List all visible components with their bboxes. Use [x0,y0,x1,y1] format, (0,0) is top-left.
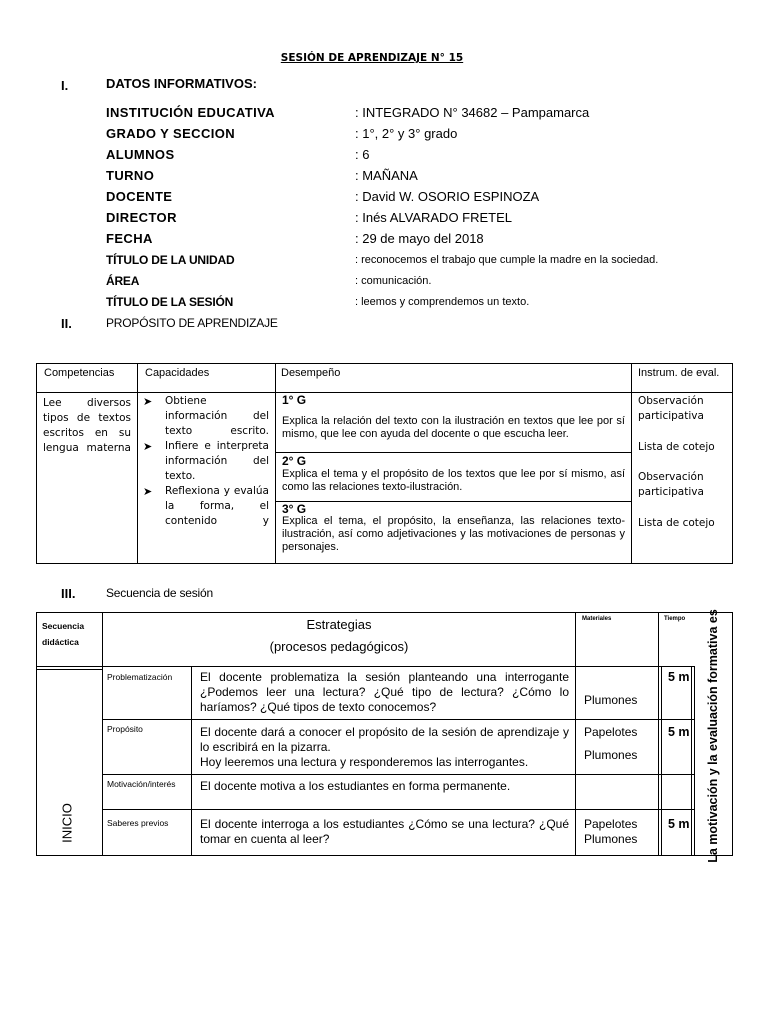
arrow-bullet-icon: ➤ [143,440,153,453]
grade-1-text: Explica la relación del texto con la ilustración en textos que lee por sí mismo, que lee con ayuda del docente o que escucha leer. [282,415,625,440]
info-label-docente: DOCENTE [106,189,173,204]
row1-material-1: Plumones [584,693,638,707]
header-materiales: Materiales [582,616,612,622]
row4-text: El docente interroga a los estudiantes ¿Cómo se una lectura? ¿Qué tomar en cuenta al leer? [200,817,569,846]
info-label-alumnos: ALUMNOS [106,147,175,162]
section1-title: DATOS INFORMATIVOS: [106,76,257,91]
header-instrumentos: Instrum. de eval. [638,367,720,379]
capacidad-item: ➤ Obtiene información del texto escrito. [143,395,269,437]
arrow-bullet-icon: ➤ [143,395,153,408]
section1-number: I. [61,78,69,93]
info-label-director: DIRECTOR [106,210,177,225]
row2-material-1: Papelotes [584,725,638,739]
info-value-area: : comunicación. [355,275,432,287]
process-proposito: Propósito [107,724,143,734]
info-value-titulo-unidad: : reconocemos el trabajo que cumple la madre en la sociedad. [355,254,659,266]
row2-text: El docente dará a conocer el propósito de la sesión de aprendizaje y lo escribirá en la pizarra. [200,725,569,754]
row1-time: 5 m [668,670,690,684]
info-value-titulo-sesion: : leemos y comprendemos un texto. [355,296,530,308]
section3-title: Secuencia de sesión [106,586,213,600]
instrumento-1: Observación participativa [638,395,704,422]
header-tiempo: Tiempo [664,616,686,622]
grade-2-text: Explica el tema y el propósito de los textos que lee por sí mismo, así como las relaciones texto-ilustración. [282,468,625,493]
capacidades-list [143,394,269,529]
instrumento-2: Lista de cotejo [638,441,715,453]
header-capacidades: Capacidades [145,367,210,379]
info-value-fecha: : 29 de mayo del 2018 [355,231,484,246]
instrumento-4: Lista de cotejo [638,517,715,529]
process-saberes-previos: Saberes previos [107,818,169,828]
info-value-institucion: : INTEGRADO N° 34682 – Pampamarca [355,105,590,120]
section3-number: III. [61,586,76,601]
grade-3-label: 3° G [282,502,307,516]
info-value-alumnos: : 6 [355,147,370,162]
info-value-docente: : David W. OSORIO ESPINOZA [355,189,540,204]
info-value-director: : Inés ALVARADO FRETEL [355,210,513,225]
info-label-area: ÁREA [106,274,140,288]
arrow-bullet-icon: ➤ [143,485,153,498]
header-estrategias: Estrategias [306,617,372,632]
row4-material-1: Papelotes [584,817,638,831]
row4-material-2: Plumones [584,832,638,846]
row2-text-2: Hoy leeremos una lectura y responderemos las interrogantes. [200,755,529,769]
capacidad-item: ➤ Infiere e interpreta información del texto. [143,440,269,482]
header-desempeno: Desempeño [281,367,341,379]
info-value-turno: : MAÑANA [355,168,418,183]
info-label-titulo-sesion: TÍTULO DE LA SESIÓN [106,295,234,309]
header-secuencia: Secuencia didáctica [42,621,85,647]
grade-2-label: 2° G [282,454,307,468]
info-label-institucion: INSTITUCIÓN EDUCATIVA [106,105,275,120]
info-label-turno: TURNO [106,168,155,183]
capacidad-item: ➤ Reflexiona y evalúa la forma, el contenido y [143,485,269,527]
side-note-evaluacion: La motivación y la evaluación formativa es [706,609,720,863]
document-title: SESIÓN DE APRENDIZAJE N° 15 [280,52,464,64]
process-motivacion: Motivación/interés [107,779,176,789]
grade-1-label: 1° G [282,393,307,407]
process-problematizacion: Problematización [107,672,173,682]
header-estrategias-sub: (procesos pedagógicos) [269,639,409,654]
section2-title: PROPÓSITO DE APRENDIZAJE [106,316,278,330]
competencia-text: Lee diversos tipos de textos escritos en su lengua materna [43,397,131,454]
grade-3-text: Explica el tema, el propósito, la enseñanza, las relaciones texto-ilustración, así como adjetivaciones y las motivaciones de personas y personajes. [282,515,625,553]
info-label-titulo-unidad: TÍTULO DE LA UNIDAD [106,253,235,267]
row2-time: 5 m [668,725,690,739]
secuencia-table [36,609,733,863]
header-competencias: Competencias [44,367,115,379]
row4-time: 5 m [668,817,690,831]
phase-inicio: INICIO [59,803,75,843]
info-label-fecha: FECHA [106,231,153,246]
row3-text: El docente motiva a los estudiantes en forma permanente. [200,779,511,793]
instrumento-3: Observación participativa [638,471,704,498]
info-label-grado: GRADO Y SECCION [106,126,236,141]
row1-text: El docente problematiza la sesión planteando una interrogante ¿Podemos leer una lectura? ¿Qué tipo de lectura? ¿Cómo lo haríamos? ¿Qué tipos de texto conocemos? [200,670,569,714]
row2-material-2: Plumones [584,748,638,762]
section2-number: II. [61,316,72,331]
proposito-table [36,363,733,564]
info-value-grado: : 1°, 2° y 3° grado [355,126,458,141]
